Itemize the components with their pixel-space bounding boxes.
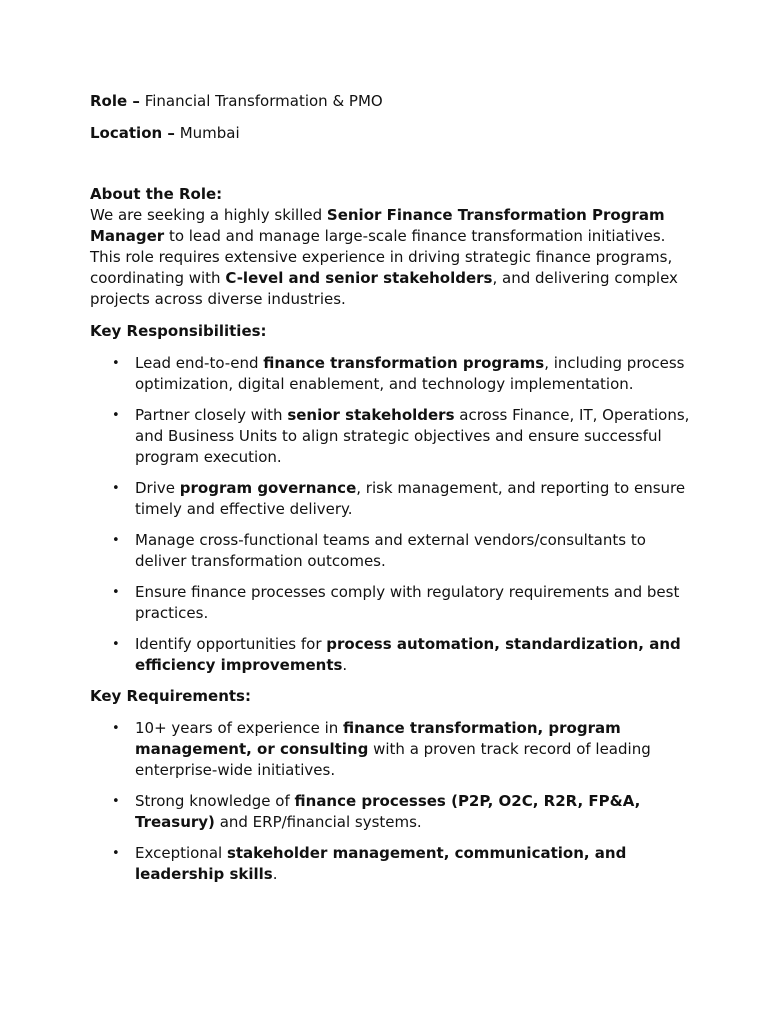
bullet-icon: • xyxy=(112,481,120,496)
list-item xyxy=(90,478,690,520)
bullet-icon: • xyxy=(112,533,120,548)
body-text: , risk management, and reporting to ensure timely and effective delivery. xyxy=(135,479,686,518)
list-item xyxy=(90,718,690,781)
body-text: Ensure finance processes comply with regulatory requirements and best practices. xyxy=(135,583,680,622)
emphasis-text: stakeholder management, communication, and leadership skills xyxy=(135,844,627,883)
bullet-icon: • xyxy=(112,356,120,371)
list-item xyxy=(90,405,690,468)
emphasis-text: finance processes (P2P, O2C, R2R, FP&A, Treasury) xyxy=(135,792,641,831)
requirements-heading-text: Key Requirements: xyxy=(90,687,251,705)
body-text: , and delivering complex projects across diverse industries. xyxy=(90,269,678,308)
emphasis-text: finance transformation, program management, or consulting xyxy=(135,719,621,758)
list-item xyxy=(90,634,690,676)
document-page xyxy=(90,91,690,895)
body-text: 10+ years of experience in xyxy=(135,719,344,737)
body-text: Strong knowledge of xyxy=(135,792,295,810)
bullet-icon: • xyxy=(112,846,120,861)
list-item xyxy=(90,843,690,885)
responsibilities-list xyxy=(90,353,690,676)
body-text: across Finance, IT, Operations, and Business Units to align strategic objectives and ensure successful program execution. xyxy=(135,406,690,466)
body-text: and ERP/financial systems. xyxy=(214,813,422,831)
requirements-list xyxy=(90,718,690,885)
bullet-icon: • xyxy=(112,794,120,809)
location-value: Mumbai xyxy=(179,124,240,142)
body-text: . xyxy=(342,656,348,674)
list-item xyxy=(90,353,690,395)
role-line xyxy=(90,91,690,112)
list-item xyxy=(90,530,690,572)
body-text: Manage cross-functional teams and external vendors/consultants to deliver transformation outcomes. xyxy=(135,531,646,570)
body-text: We are seeking a highly skilled xyxy=(90,206,327,224)
bullet-icon: • xyxy=(112,721,120,736)
emphasis-text: senior stakeholders xyxy=(287,406,455,424)
body-text: Partner closely with xyxy=(135,406,288,424)
body-text: Drive xyxy=(135,479,180,497)
body-text: Lead end-to-end xyxy=(135,354,264,372)
body-text: Exceptional xyxy=(135,844,227,862)
emphasis-text: C-level and senior stakeholders xyxy=(225,269,493,287)
list-item xyxy=(90,582,690,624)
body-text: Identify opportunities for xyxy=(135,635,327,653)
emphasis-text: Senior Finance Transformation Program Manager xyxy=(90,206,665,245)
emphasis-text: finance transformation programs xyxy=(263,354,545,372)
responsibilities-heading-text: Key Responsibilities: xyxy=(90,322,267,340)
location-label: Location – xyxy=(90,124,175,142)
about-heading-text: About the Role: xyxy=(90,185,223,203)
body-text: to lead and manage large-scale finance transformation initiatives. This role requires extensive experience in driving strategic finance programs, coordinating with xyxy=(90,227,673,287)
bullet-icon: • xyxy=(112,637,120,652)
about-paragraph xyxy=(90,205,690,310)
about-heading xyxy=(90,184,690,205)
emphasis-text: process automation, standardization, and efficiency improvements xyxy=(135,635,681,674)
responsibilities-heading xyxy=(90,321,690,342)
bullet-icon: • xyxy=(112,585,120,600)
role-value: Financial Transformation & PMO xyxy=(144,92,383,110)
body-text: , including process optimization, digital enablement, and technology implementation. xyxy=(135,354,685,393)
list-item xyxy=(90,791,690,833)
requirements-heading xyxy=(90,686,690,707)
body-text: . xyxy=(272,865,278,883)
role-label: Role – xyxy=(90,92,140,110)
emphasis-text: program governance xyxy=(179,479,357,497)
location-line xyxy=(90,123,690,144)
bullet-icon: • xyxy=(112,408,120,423)
body-text: with a proven track record of leading enterprise-wide initiatives. xyxy=(135,740,651,779)
